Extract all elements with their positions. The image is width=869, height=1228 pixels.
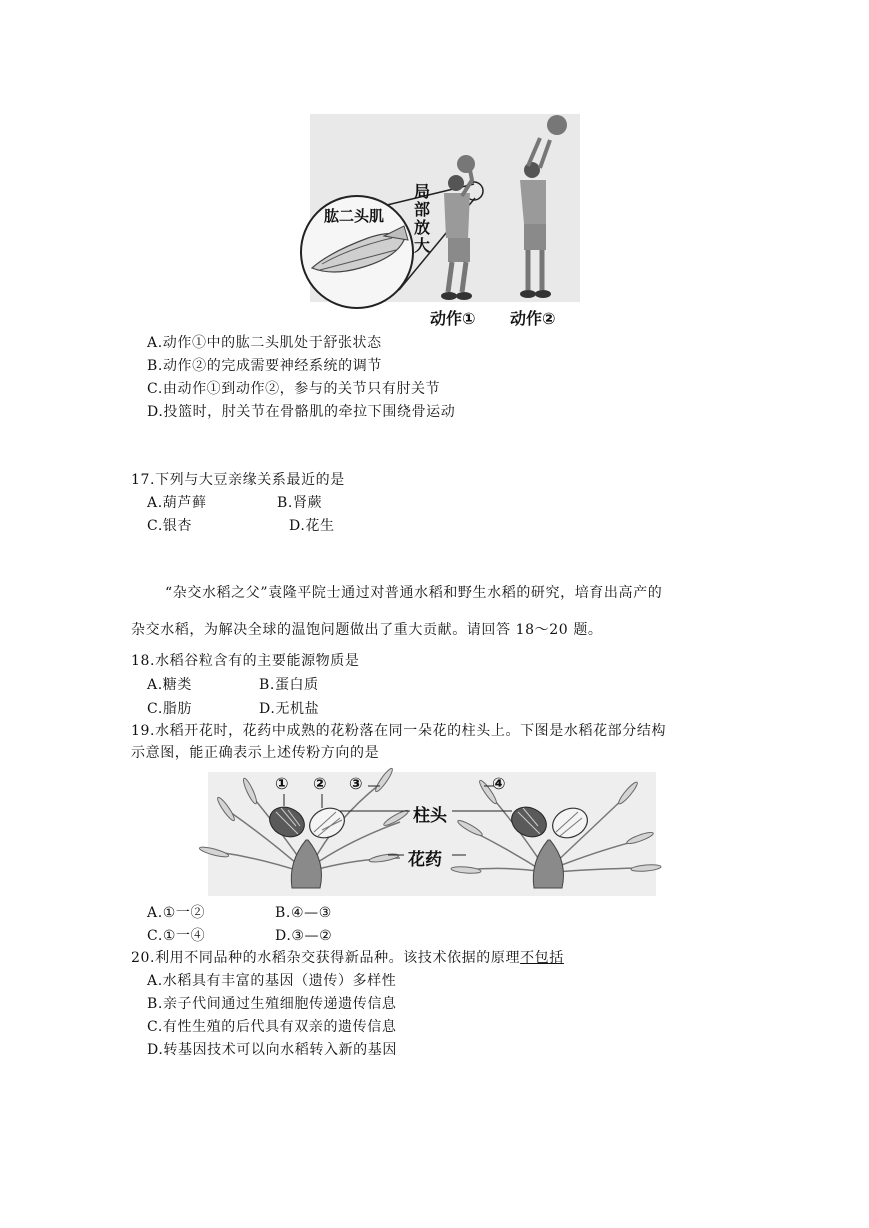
intro-line-2: 杂交水稻，为解决全球的温饱问题做出了重大贡献。请回答 18～20 题。 [131,622,603,638]
flower-label-stigma: 柱头 [413,806,447,826]
q19-option-c: C.①一④ [147,928,206,944]
q17-option-c: C.银杏 [147,518,193,534]
q17-stem: 17.下列与大豆亲缘关系最近的是 [131,472,345,488]
flower-label-anther: 花药 [408,850,442,870]
q20-stem-emphasis: 不包括 [520,950,564,966]
q20-option-b: B.亲子代间通过生殖细胞传递遗传信息 [147,996,397,1012]
q18-stem: 18.水稻谷粒含有的主要能源物质是 [131,653,360,669]
flower-label-2: ② [313,774,327,793]
q16-option-a: A.动作①中的肱二头肌处于舒张状态 [147,335,382,351]
q19-stem-line-1: 19.水稻开花时，花药中成熟的花粉落在同一朵花的柱头上。下图是水稻花部分结构 [131,723,667,739]
q19-option-a: A.①一② [147,905,206,921]
q17-option-a: A.葫芦藓 [147,495,207,511]
flower-label-3: ③ [349,774,363,793]
q17-option-d: D.花生 [289,518,335,534]
flower-label-1: ① [275,774,289,793]
q19-stem-line-2: 示意图，能正确表示上述传粉方向的是 [131,745,380,761]
q20-stem [131,948,564,968]
q20-option-a: A.水稻具有丰富的基因（遗传）多样性 [147,973,397,989]
q20-stem-main: 20.利用不同品种的水稻杂交获得新品种。该技术依据的原理 [131,950,521,966]
q20-option-c: C.有性生殖的后代具有双亲的遗传信息 [147,1019,397,1035]
label-action-2: 动作② [510,309,556,328]
q16-option-c: C.由动作①到动作②，参与的关节只有肘关节 [147,381,441,397]
q19-option-d: D.③—② [275,928,333,944]
q19-option-b: B.④—③ [275,905,332,921]
q18-option-a: A.糖类 [147,677,192,693]
callout-biceps: 肱二头肌 [324,207,385,225]
q18-option-c: C.脂肪 [147,701,193,717]
q18-option-b: B.蛋白质 [259,677,319,693]
q16-option-d: D.投篮时，肘关节在骨骼肌的牵拉下围绕骨运动 [147,404,456,420]
flower-label-4: ④ [492,774,506,793]
q17-option-b: B.肾蕨 [277,495,323,511]
q18-option-d: D.无机盐 [259,701,320,717]
label-action-1: 动作① [430,309,476,328]
zoom-label: 局部放大 [414,182,431,255]
q16-option-b: B.动作②的完成需要神经系统的调节 [147,358,382,374]
intro-line-1: “杂交水稻之父”袁隆平院士通过对普通水稻和野生水稻的研究，培育出高产的 [165,585,663,601]
q20-option-d: D.转基因技术可以向水稻转入新的基因 [147,1042,397,1058]
